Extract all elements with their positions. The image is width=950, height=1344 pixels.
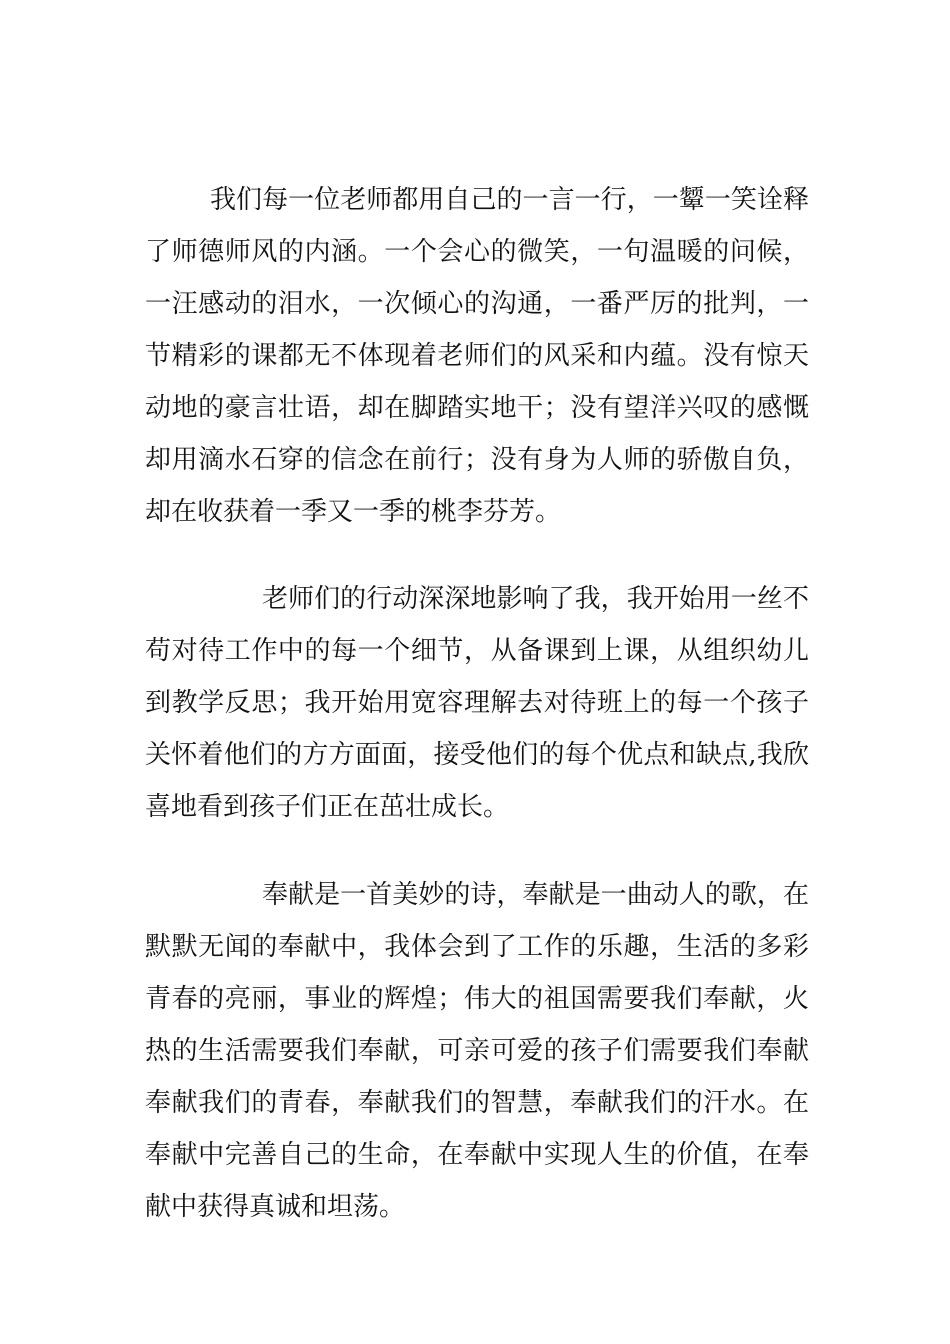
paragraph-line: 老师们的行动深深地影响了我，我开始用一丝不 (262, 584, 809, 614)
paragraph-line: 到教学反思；我开始用宽容理解去对待班上的每一个孩子 (145, 688, 809, 718)
paragraph-line: 一汪感动的泪水，一次倾心的沟通，一番严厉的批判，一 (145, 289, 809, 319)
paragraph-line: 苟对待工作中的每一个细节，从备课到上课，从组织幼儿 (145, 636, 809, 666)
paragraph-line: 奉献是一首美妙的诗，奉献是一曲动人的歌，在 (262, 880, 809, 910)
paragraph-line: 献中获得真诚和坦荡。 (145, 1192, 406, 1222)
paragraph-line: 我们每一位老师都用自己的一言一行，一颦一笑诠释 (210, 185, 809, 215)
paragraph-line: 奉献我们的青春，奉献我们的智慧，奉献我们的汗水。在 (145, 1088, 809, 1118)
paragraph-line: 喜地看到孩子们正在茁壮成长。 (145, 792, 510, 822)
paragraph-line: 动地的豪言壮语，却在脚踏实地干；没有望洋兴叹的感慨 (145, 393, 809, 423)
paragraph-line: 节精彩的课都无不体现着老师们的风采和内蕴。没有惊天 (145, 341, 809, 371)
paragraph-line: 了师德师风的内涵。一个会心的微笑，一句温暖的问候， (145, 237, 809, 267)
paragraph-line: 奉献中完善自己的生命，在奉献中实现人生的价值，在奉 (145, 1140, 809, 1170)
paragraph-line: 却在收获着一季又一季的桃李芬芳。 (145, 497, 562, 527)
paragraph-line: 关怀着他们的方方面面，接受他们的每个优点和缺点,我欣 (145, 740, 809, 770)
paragraph-line: 青春的亮丽，事业的辉煌；伟大的祖国需要我们奉献，火 (145, 984, 809, 1014)
paragraph-line: 热的生活需要我们奉献，可亲可爱的孩子们需要我们奉献 (145, 1036, 809, 1066)
paragraph-line: 默默无闻的奉献中，我体会到了工作的乐趣，生活的多彩 (145, 932, 809, 962)
paragraph-line: 却用滴水石穿的信念在前行；没有身为人师的骄傲自负， (145, 445, 809, 475)
